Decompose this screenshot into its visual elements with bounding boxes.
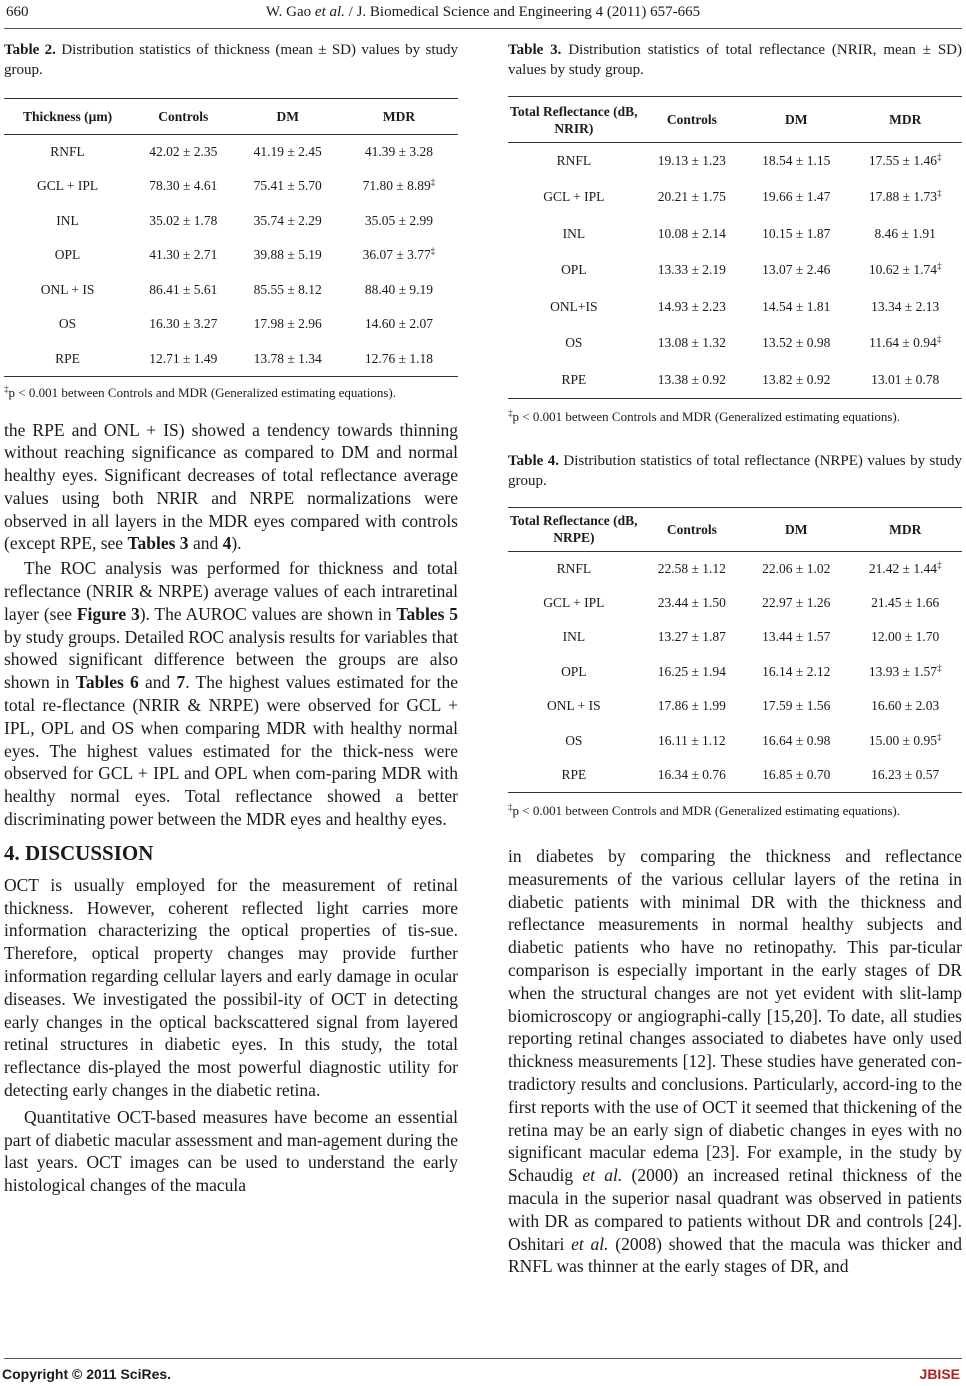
cell-value: 13.08 ± 1.32 bbox=[657, 335, 726, 351]
table-cell-mdr bbox=[848, 689, 962, 724]
cell-value: ONL + IS bbox=[547, 698, 601, 714]
table-cell-mdr bbox=[848, 620, 962, 655]
significance-mark: ‡ bbox=[937, 662, 942, 673]
cell-value: 16.23 ± 0.57 bbox=[871, 767, 940, 782]
cell-value: 19.66 ± 1.47 bbox=[762, 189, 831, 205]
table4-caption bbox=[508, 451, 962, 495]
table-cell-mdr bbox=[848, 289, 962, 326]
table2-col-header: MDR bbox=[340, 99, 458, 135]
table-cell-layer bbox=[508, 143, 640, 180]
table-cell-dm bbox=[236, 204, 340, 239]
table3-col-header: Controls bbox=[640, 97, 744, 143]
cell-value: INL bbox=[56, 212, 79, 228]
footnote-mark: ‡ bbox=[508, 407, 513, 418]
cell-value: 12.00 ± 1.70 bbox=[871, 629, 940, 645]
cell-value: 86.41 ± 5.61 bbox=[149, 281, 218, 297]
table2-col-header: Thickness (μm) bbox=[4, 99, 131, 135]
cell-value: 42.02 ± 2.35 bbox=[149, 144, 218, 159]
table-cell-layer bbox=[508, 655, 640, 690]
table-cell-controls bbox=[131, 169, 235, 204]
significance-mark: ‡ bbox=[936, 334, 942, 345]
cell-value: 11.64 ± 0.94 bbox=[869, 335, 937, 351]
table-cell-mdr bbox=[848, 586, 962, 621]
cell-value: 13.44 ± 1.57 bbox=[762, 629, 831, 645]
left-paragraph-3: OCT is usually employed for the measurement of retinal thickness. However, coherent reflected light carries more information characterizing the optical properties of tis-sue. Therefore, optical property changes may provide further information regarding cellular layers and early damage in ocular diseases. We investigated the possibil-ity of OCT in detecting early changes in the optical backscattered signal from layered retinal structures in diabetic eyes. In this study, the total reflectance dis-played the most powerful diagnostic utility for detecting early changes in the diabetic retina. bbox=[4, 874, 458, 1101]
table-cell-mdr bbox=[340, 204, 458, 239]
table-cell-dm bbox=[744, 289, 848, 326]
text-run: The ROC analysis was performed for thickness and total reflectance (NRIR & NRPE) average values of each intraretinal layer (see bbox=[4, 558, 458, 624]
text-run: (2000) an increased retinal thickness of the macula in the superior nasal quadrant was observed in patients with DR as compared to patients without DR and controls [24]. Oshitari bbox=[508, 1165, 962, 1254]
cell-value: 17.59 ± 1.56 bbox=[762, 698, 831, 714]
cell-value: INL bbox=[562, 629, 586, 645]
table-cell-mdr bbox=[340, 273, 458, 308]
cell-value: 18.54 ± 1.15 bbox=[762, 153, 831, 168]
cell-value: 19.13 ± 1.23 bbox=[657, 153, 726, 168]
cell-value: 8.46 ± 1.91 bbox=[874, 225, 936, 241]
cell-value: 13.07 ± 2.46 bbox=[762, 262, 831, 278]
table4-footnote bbox=[508, 803, 962, 819]
text-run: ). The AUROC values are shown in bbox=[139, 603, 397, 624]
table4-caption-text: Distribution statistics of total reflectance (NRPE) values by study group. bbox=[508, 452, 962, 489]
table-cell-controls bbox=[640, 143, 744, 180]
table4-body bbox=[508, 551, 962, 793]
table3-col-header: Total Reflectance (dB, NRIR) bbox=[508, 97, 640, 143]
cell-value: RPE bbox=[561, 371, 587, 387]
text-run: ). bbox=[231, 533, 242, 554]
table-row bbox=[508, 724, 962, 759]
table-cell-dm bbox=[744, 551, 848, 586]
table-cell-controls bbox=[640, 179, 744, 216]
cross-reference: Tables 6 bbox=[75, 672, 139, 693]
cell-value: 13.52 ± 0.98 bbox=[762, 335, 831, 351]
table4-header-row bbox=[508, 507, 962, 551]
running-head-part: W. Gao bbox=[265, 4, 315, 20]
cell-value: 13.01 ± 0.78 bbox=[871, 371, 940, 387]
table-cell-layer bbox=[508, 551, 640, 586]
footnote-text: p < 0.001 between Controls and MDR (Generalized estimating equations). bbox=[512, 408, 900, 424]
table-row bbox=[4, 307, 458, 342]
cell-value: 41.39 ± 3.28 bbox=[364, 144, 434, 159]
table-row bbox=[4, 273, 458, 308]
table-cell-controls bbox=[640, 252, 744, 289]
cell-value: 41.30 ± 2.71 bbox=[149, 247, 218, 263]
footnote-text: p < 0.001 between Controls and MDR (Generalized estimating equations). bbox=[512, 803, 900, 818]
table3-header-row bbox=[508, 97, 962, 143]
table-row bbox=[508, 586, 962, 621]
table-cell-controls bbox=[640, 689, 744, 724]
table-row bbox=[508, 216, 962, 253]
table-cell-mdr bbox=[848, 252, 962, 289]
table4-col-header: Total Reflectance (dB, NRPE) bbox=[508, 507, 640, 551]
table-row bbox=[508, 758, 962, 793]
cross-reference: Figure 3 bbox=[76, 603, 140, 624]
table-cell-dm bbox=[744, 252, 848, 289]
header-rule bbox=[4, 28, 962, 29]
table-cell-mdr bbox=[848, 362, 962, 399]
page-number: 660 bbox=[6, 4, 29, 20]
cross-reference: 7 bbox=[176, 672, 186, 693]
table-cell-dm bbox=[744, 325, 848, 362]
text-run: the RPE and ONL + IS) showed a tendency towards thinning without reaching significance as compared to DM and normal healthy eyes. Significant decreases of total reflectance average values using both NRIR and NRPE normalizations were observed in all layers in the MDR eyes compared with controls (except RPE, see bbox=[4, 419, 458, 554]
table2-footnote bbox=[4, 385, 458, 401]
cell-value: 23.44 ± 1.50 bbox=[657, 594, 726, 610]
table-cell-mdr bbox=[848, 758, 962, 793]
cell-value: GCL + IPL bbox=[36, 178, 99, 194]
table4-col-header: MDR bbox=[848, 507, 962, 551]
table2-caption-text: Distribution statistics of thickness (mean ± SD) values by study group. bbox=[4, 42, 458, 78]
cell-value: RNFL bbox=[556, 153, 592, 168]
left-paragraph-2 bbox=[4, 557, 458, 831]
table-cell-dm bbox=[744, 724, 848, 759]
cell-value: 17.98 ± 2.96 bbox=[253, 316, 322, 332]
table-cell-layer bbox=[4, 273, 131, 308]
table-cell-mdr bbox=[848, 655, 962, 690]
journal-abbreviation: JBISE bbox=[919, 1366, 960, 1382]
significance-mark: ‡ bbox=[430, 177, 436, 188]
table-cell-dm bbox=[236, 169, 340, 204]
table-cell-mdr bbox=[848, 551, 962, 586]
cell-value: ONL + IS bbox=[40, 281, 95, 297]
table-cell-mdr bbox=[848, 179, 962, 216]
cell-value: 14.54 ± 1.81 bbox=[762, 298, 831, 314]
table-row bbox=[508, 689, 962, 724]
table-cell-controls bbox=[640, 289, 744, 326]
cell-value: 10.08 ± 2.14 bbox=[657, 225, 726, 241]
table-cell-dm bbox=[744, 586, 848, 621]
table4 bbox=[508, 507, 962, 794]
cell-value: 88.40 ± 9.19 bbox=[364, 281, 434, 297]
table-cell-controls bbox=[131, 238, 235, 273]
cell-value: 35.02 ± 1.78 bbox=[149, 212, 218, 228]
significance-mark: ‡ bbox=[937, 152, 942, 162]
cell-value: 10.15 ± 1.87 bbox=[762, 225, 831, 241]
table-cell-layer bbox=[508, 325, 640, 362]
table-cell-layer bbox=[4, 204, 131, 239]
table-cell-layer bbox=[4, 238, 131, 273]
cell-value: 78.30 ± 4.61 bbox=[149, 178, 218, 194]
table-cell-layer bbox=[508, 362, 640, 399]
cell-value: 16.25 ± 1.94 bbox=[657, 663, 726, 679]
table-cell-layer bbox=[508, 620, 640, 655]
table-row bbox=[508, 325, 962, 362]
cell-value: 13.33 ± 2.19 bbox=[657, 262, 726, 278]
table-row bbox=[508, 179, 962, 216]
significance-mark: ‡ bbox=[937, 559, 942, 570]
cell-value: OS bbox=[565, 732, 583, 748]
cell-value: 41.19 ± 2.45 bbox=[253, 144, 322, 159]
cell-value: 35.05 ± 2.99 bbox=[364, 212, 434, 228]
table-cell-layer bbox=[508, 689, 640, 724]
cell-value: 15.00 ± 0.95 bbox=[868, 732, 938, 748]
cell-value: 75.41 ± 5.70 bbox=[253, 178, 322, 194]
cell-value: 13.82 ± 0.92 bbox=[762, 371, 831, 387]
table-row bbox=[508, 551, 962, 586]
copyright-notice: Copyright © 2011 SciRes. bbox=[2, 1366, 172, 1382]
cell-value: 13.38 ± 0.92 bbox=[657, 371, 726, 387]
table-cell-controls bbox=[640, 620, 744, 655]
text-run: et al. bbox=[582, 1165, 623, 1186]
table-row bbox=[508, 289, 962, 326]
cell-value: 22.97 ± 1.26 bbox=[762, 594, 831, 610]
footnote-text: p < 0.001 between Controls and MDR (Generalized estimating equations). bbox=[8, 384, 396, 400]
table2-body bbox=[4, 135, 458, 377]
table3 bbox=[508, 96, 962, 399]
table3-col-header: MDR bbox=[848, 97, 962, 143]
table-cell-mdr bbox=[340, 342, 458, 377]
table-cell-controls bbox=[640, 724, 744, 759]
cell-value: 12.76 ± 1.18 bbox=[364, 350, 434, 366]
table2-label: Table 2. bbox=[4, 42, 56, 58]
table-cell-layer bbox=[508, 724, 640, 759]
text-run: et al. bbox=[571, 1233, 609, 1254]
cell-value: 13.34 ± 2.13 bbox=[871, 298, 940, 314]
footnote-mark: ‡ bbox=[508, 802, 513, 812]
text-run: . The highest values estimated for the total re-flectance (NRIR & NRPE) were observed for GCL + IPL, OPL and OS when comparing MDR with healthy normal eyes. The highest values estimated for the thick-ness were observed for GCL + IPL and OPL when com-paring MDR with healthy normal eyes. Total reflectance showed a better discriminating power between the MDR eyes and healthy eyes. bbox=[4, 672, 458, 830]
left-column bbox=[4, 40, 458, 1197]
cross-reference: 4 bbox=[222, 533, 232, 554]
table-cell-layer bbox=[4, 135, 131, 170]
significance-mark: ‡ bbox=[937, 731, 942, 742]
significance-mark: ‡ bbox=[937, 261, 942, 272]
cell-value: 10.62 ± 1.74 bbox=[868, 262, 938, 278]
table2-header-row bbox=[4, 99, 458, 135]
cell-value: 39.88 ± 5.19 bbox=[253, 247, 322, 263]
table-cell-mdr bbox=[848, 216, 962, 253]
table4-col-header: Controls bbox=[640, 507, 744, 551]
table-cell-dm bbox=[236, 238, 340, 273]
table-cell-dm bbox=[744, 620, 848, 655]
table-cell-mdr bbox=[340, 135, 458, 170]
table-cell-layer bbox=[508, 758, 640, 793]
table2-caption bbox=[4, 40, 458, 84]
cell-value: GCL + IPL bbox=[543, 594, 605, 610]
table-cell-dm bbox=[236, 273, 340, 308]
cell-value: RPE bbox=[55, 350, 80, 366]
table3-caption-text: Distribution statistics of total reflectance (NRIR, mean ± SD) values by study group. bbox=[508, 42, 963, 78]
table-row bbox=[508, 252, 962, 289]
table-cell-dm bbox=[744, 143, 848, 180]
cell-value: RNFL bbox=[50, 144, 85, 159]
table2-col-header: DM bbox=[236, 99, 340, 135]
table-cell-dm bbox=[744, 689, 848, 724]
table-cell-layer bbox=[508, 216, 640, 253]
significance-mark: ‡ bbox=[430, 246, 436, 257]
cell-value: OS bbox=[565, 335, 583, 351]
cell-value: RPE bbox=[561, 767, 587, 782]
significance-mark: ‡ bbox=[937, 188, 942, 199]
table-cell-dm bbox=[744, 216, 848, 253]
table-row bbox=[508, 362, 962, 399]
table3-col-header: DM bbox=[744, 97, 848, 143]
table-row bbox=[4, 204, 458, 239]
table-row bbox=[508, 620, 962, 655]
table-cell-controls bbox=[640, 758, 744, 793]
table-row bbox=[4, 135, 458, 170]
table-cell-layer bbox=[508, 289, 640, 326]
cell-value: 22.06 ± 1.02 bbox=[762, 560, 831, 576]
table-cell-controls bbox=[640, 655, 744, 690]
cell-value: 16.14 ± 2.12 bbox=[762, 663, 831, 679]
table-row bbox=[4, 169, 458, 204]
cell-value: 17.88 ± 1.73 bbox=[868, 189, 938, 205]
cell-value: OPL bbox=[54, 247, 81, 263]
table-cell-controls bbox=[640, 216, 744, 253]
cell-value: 17.86 ± 1.99 bbox=[657, 698, 726, 714]
text-run: (2008) showed that the macula was thicker and RNFL was thinner at the early stages of DR, and bbox=[508, 1233, 962, 1277]
cell-value: 12.71 ± 1.49 bbox=[149, 350, 218, 366]
table4-col-header: DM bbox=[744, 507, 848, 551]
cell-value: 14.93 ± 2.23 bbox=[657, 298, 726, 314]
table-cell-dm bbox=[236, 135, 340, 170]
cell-value: 13.93 ± 1.57 bbox=[868, 663, 938, 679]
table-cell-layer bbox=[4, 342, 131, 377]
running-head-part: et al. bbox=[314, 4, 345, 20]
table-cell-mdr bbox=[848, 724, 962, 759]
table-cell-layer bbox=[4, 307, 131, 342]
cell-value: 16.34 ± 0.76 bbox=[657, 767, 726, 782]
table-cell-mdr bbox=[340, 169, 458, 204]
table-row bbox=[508, 143, 962, 180]
table-cell-dm bbox=[744, 758, 848, 793]
text-run: and bbox=[188, 533, 223, 554]
table-cell-dm bbox=[744, 179, 848, 216]
text-run: and bbox=[138, 672, 177, 693]
cell-value: 16.85 ± 0.70 bbox=[762, 767, 831, 782]
footer-rule bbox=[4, 1358, 962, 1359]
table-row bbox=[4, 342, 458, 377]
table-row bbox=[4, 238, 458, 273]
table-cell-dm bbox=[236, 342, 340, 377]
table3-body bbox=[508, 143, 962, 399]
table-cell-mdr bbox=[848, 143, 962, 180]
cell-value: 13.27 ± 1.87 bbox=[657, 629, 726, 645]
cell-value: 21.45 ± 1.66 bbox=[871, 594, 940, 610]
table-cell-controls bbox=[131, 342, 235, 377]
cell-value: 35.74 ± 2.29 bbox=[253, 212, 322, 228]
cell-value: 16.64 ± 0.98 bbox=[762, 732, 831, 748]
cell-value: 21.42 ± 1.44 bbox=[868, 560, 938, 576]
cell-value: RNFL bbox=[556, 560, 592, 576]
cell-value: 36.07 ± 3.77 bbox=[362, 247, 431, 263]
table-cell-dm bbox=[744, 362, 848, 399]
table2-col-header: Controls bbox=[131, 99, 235, 135]
table4-label: Table 4. bbox=[508, 452, 559, 469]
cross-reference: Tables 5 bbox=[396, 603, 458, 624]
cell-value: 17.55 ± 1.46 bbox=[868, 153, 938, 168]
right-column bbox=[508, 40, 962, 1278]
cell-value: 16.60 ± 2.03 bbox=[871, 698, 940, 714]
cross-reference: Tables 3 bbox=[127, 533, 189, 554]
cell-value: ONL+IS bbox=[550, 298, 598, 314]
cell-value: 16.11 ± 1.12 bbox=[658, 732, 726, 748]
table3-caption bbox=[508, 40, 962, 84]
table-cell-mdr bbox=[340, 307, 458, 342]
cell-value: 71.80 ± 8.89 bbox=[362, 178, 431, 194]
right-paragraph-1 bbox=[508, 845, 962, 1278]
table-cell-controls bbox=[640, 551, 744, 586]
cell-value: INL bbox=[562, 225, 586, 241]
table-cell-controls bbox=[131, 273, 235, 308]
cell-value: 85.55 ± 8.12 bbox=[253, 281, 322, 297]
table-cell-controls bbox=[640, 325, 744, 362]
footnote-mark: ‡ bbox=[4, 383, 9, 394]
running-head bbox=[0, 4, 966, 21]
table-cell-controls bbox=[640, 586, 744, 621]
table-cell-layer bbox=[508, 179, 640, 216]
table-cell-controls bbox=[131, 135, 235, 170]
text-run: in diabetes by comparing the thickness and reflectance measurements of the various cellular layers of the retina in diabetic patients with minimal DR with the thickness and reflectance measurements in normal healthy subjects and diabetic patients who have no retinopathy. This par-ticular comparison is especially important in the early stages of DR when the structural changes are not yet evident with slit-lamp biomicroscopy or angiographi-cally [15,20]. To date, all studies reporting retinal changes associated to diabetes have only used thickness measurements [12]. These studies have generated con-tradictory results and conclusions. Particularly, accord-ing to the first reports with the use of OCT it seemed that thickening of the retina may be an early sign of diabetic changes in eyes with no significant macular edema [23]. For example, in the study by Schaudig bbox=[508, 846, 962, 1186]
table-cell-mdr bbox=[848, 325, 962, 362]
table-cell-controls bbox=[640, 362, 744, 399]
cell-value: 20.21 ± 1.75 bbox=[657, 189, 726, 205]
table2 bbox=[4, 98, 458, 377]
left-paragraph-1 bbox=[4, 419, 458, 556]
table-row bbox=[508, 655, 962, 690]
cell-value: 22.58 ± 1.12 bbox=[657, 560, 726, 576]
table-cell-dm bbox=[236, 307, 340, 342]
cell-value: GCL + IPL bbox=[543, 189, 605, 205]
table-cell-layer bbox=[508, 252, 640, 289]
table-cell-layer bbox=[4, 169, 131, 204]
cell-value: OS bbox=[58, 316, 77, 332]
cell-value: 13.78 ± 1.34 bbox=[253, 350, 322, 366]
table3-label: Table 3. bbox=[508, 42, 562, 58]
table-cell-mdr bbox=[340, 238, 458, 273]
cell-value: 16.30 ± 3.27 bbox=[149, 316, 218, 332]
cell-value: OPL bbox=[561, 262, 587, 278]
table-cell-layer bbox=[508, 586, 640, 621]
cell-value: 14.60 ± 2.07 bbox=[364, 316, 434, 332]
table3-footnote bbox=[508, 409, 962, 425]
page-header bbox=[0, 4, 966, 26]
table-cell-controls bbox=[131, 307, 235, 342]
page-footer bbox=[0, 1358, 966, 1382]
section-heading: 4. DISCUSSION bbox=[4, 840, 154, 865]
running-head-part: / J. Biomedical Science and Engineering 4 (2011) 657-665 bbox=[344, 4, 701, 20]
left-paragraph-4: Quantitative OCT-based measures have become an essential part of diabetic macular assessment and man-agement during the last years. OCT images can be used to understand the early histological changes of the macula bbox=[4, 1106, 458, 1196]
cell-value: OPL bbox=[561, 663, 587, 679]
table-cell-controls bbox=[131, 204, 235, 239]
table-cell-dm bbox=[744, 655, 848, 690]
text-run: by study groups. Detailed ROC analysis results for variables that showed significant difference between the groups are also shown in bbox=[4, 626, 458, 693]
